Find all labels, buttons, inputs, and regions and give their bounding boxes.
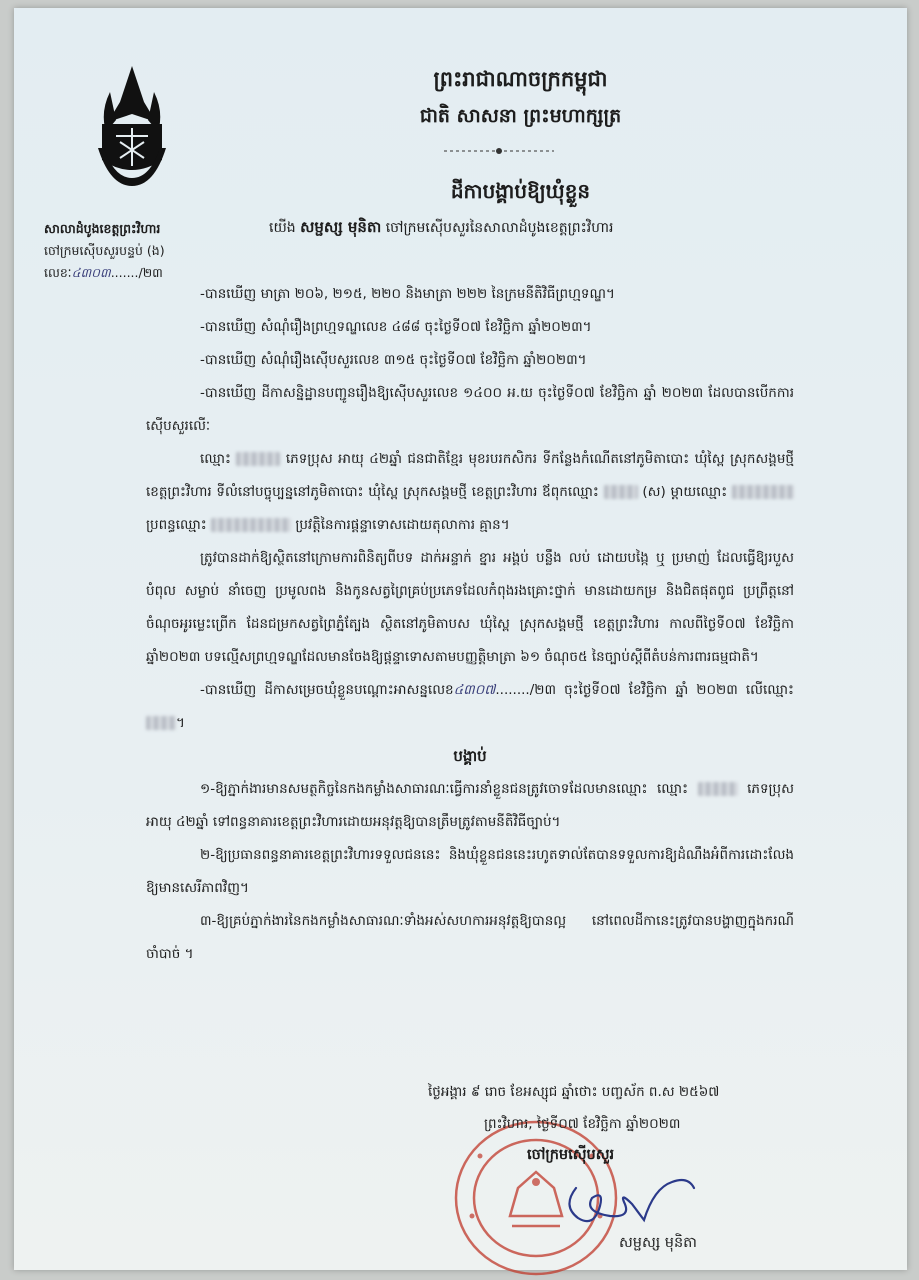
text: (ស) ម្តាយឈ្មោះ — [642, 484, 728, 500]
judge-intro — [269, 218, 613, 240]
orders-heading: បង្គាប់ — [453, 747, 487, 765]
document-title: ដីកាបង្គាប់ឱ្យឃុំខ្លួន — [450, 179, 591, 203]
ref-prefix: លេខៈ — [44, 265, 72, 280]
text: ប្រពន្ធឈ្មោះ — [146, 517, 207, 533]
order-item: ៣-ឱ្យគ្រប់ភ្នាក់ងារនៃកងកម្លាំងសាធារណៈទាំងអស់សហការអនុវត្តឱ្យបានល្អ នៅពេលដីកានេះត្រូវបានបង្ហាញក្នុងករណីចាំបាច់ ។ — [146, 913, 794, 962]
issuer-block — [44, 218, 234, 284]
kingdom-heading: ព្រះរាជាណាចក្រកម្ពុជា — [433, 67, 608, 91]
paragraph: -បានឃើញ សំណុំរឿងព្រហ្មទណ្ឌលេខ ៤៨៨ ចុះថ្ងៃទី០៧ ខែវិច្ឆិកា ឆ្នាំ២០២៣។ — [200, 319, 592, 335]
court-name: សាលាដំបូងខេត្តព្រះវិហារ — [44, 221, 161, 236]
text: ......../២៣ ចុះថ្ងៃទី០៧ ខែវិច្ឆិកា ឆ្នាំ ២០២៣ លើឈ្មោះ — [495, 682, 794, 698]
text: ១-ឱ្យភ្នាក់ងារមានសមត្ថកិច្ចនៃកងកម្លាំងសាធារណៈធ្វើការនាំខ្លួនជនត្រូវចោទដែលមានឈ្មោះ ឈ្មោះ — [200, 781, 689, 797]
handwritten-number: ៤៣០៧ — [453, 682, 496, 698]
detention-order-paragraph — [146, 674, 794, 740]
text: ឈ្មោះ — [200, 451, 231, 467]
handwritten-signature — [554, 1158, 704, 1238]
lunar-date: ថ្ងៃអង្គារ ៩ រោច ខែអស្សុជ ឆ្នាំថោះ បញ្ចស័ក ព.ស ២៥៦៧ — [428, 1084, 720, 1100]
order-item — [146, 773, 794, 839]
text: ភេទប្រុស អាយុ ៤២ឆ្នាំ ទៅពន្ធនាគារខេត្តព្រះវិហារដោយអនុវត្តឱ្យបានត្រឹមត្រូវតាមនីតិវិធីច្បាប់។ — [146, 781, 794, 830]
redacted-name — [211, 518, 291, 532]
paragraph: -បានឃើញ ដីកាសន្និដ្ឋានបញ្ជូនរឿងឱ្យស៊ើបសួរលេខ ១៤០០ អ.យ ចុះថ្ងៃទី០៧ ខែវិច្ឆិកា ឆ្នាំ ២០២៣ ដែលបានបើកការស៊ើបសួរលើៈ — [146, 385, 794, 434]
judge-name: សម្ផស្ស មុនិតា — [300, 218, 382, 236]
redacted-name — [604, 485, 638, 499]
charge-paragraph: ត្រូវបានដាក់ឱ្យស្ថិតនៅក្រោមការពិនិត្យពីបទ ដាក់អន្ទាក់ ខ្នារ អង្គប់ បន្លឹង លប់ ដោយបង្កៃ ឬ ប្រមាញ់ ដែលធ្វើឱ្យរបួស បំពុល សម្លាប់ នាំចេញ ប្រមូលពង និងកូនសត្វព្រៃគ្រប់ប្រភេទដែលកំពុងរងគ្រោះថ្នាក់ មានដោយកម្រ និងជិតផុតពូជ ប្រព្រឹត្តនៅចំណុចអូរម្លេះព្រើក ដែនជម្រកសត្វព្រៃភ្នំត្បែង ស្ថិតនៅភូមិតាបស ឃុំស្ពៃ ស្រុកសង្គមថ្មី ខេត្តព្រះវិហារ កាលពីថ្ងៃទី០៧ ខែវិច្ឆិកា ឆ្នាំ២០២៣ បទល្មើសព្រហ្មទណ្ឌដែលមានចែងឱ្យផ្តន្ទាទោសតាមបញ្ញត្តិមាត្រា ៦១ ចំណុច៥ នៃច្បាប់ស្តីពីតំបន់ការពារធម្មជាតិ។ — [146, 550, 794, 665]
document-body — [146, 278, 794, 971]
paragraph: -បានឃើញ សំណុំរឿងស៊ើបសួរលេខ ៣១៥ ចុះថ្ងៃទី០៧ ខែវិច្ឆិកា ឆ្នាំ២០២៣។ — [200, 352, 587, 368]
text: ។ — [176, 715, 185, 731]
ref-handwritten: ៤៣០៣ — [71, 265, 111, 280]
text: -បានឃើញ ដីកាសម្រេចឃុំខ្លួនបណ្តោះអាសន្នលេខ — [200, 682, 454, 698]
signer-name: សម្ផស្ស មុនិតា — [619, 1235, 697, 1251]
redacted-name — [146, 716, 176, 730]
text: ភេទប្រុស អាយុ ៤២ឆ្នាំ ជនជាតិខ្មែរ មុខរបរកសិករ ទីកន្លែងកំណើតនៅភូមិតាបោះ ឃុំស្ពៃ ស្រុកសង្គមថ្មី ខេត្តព្រះវិហារ ទីលំនៅបច្ចុប្បន្ននៅភូមិតាបោះ ឃុំស្ពៃ ស្រុកសង្គមថ្មី ខេត្តព្រះវិហារ ឪពុកឈ្មោះ — [146, 451, 794, 500]
text: ប្រវត្តិនៃការផ្តន្ទាទោសដោយតុលាការ គ្មាន។ — [295, 517, 510, 533]
ref-suffix: ......./២៣ — [110, 265, 163, 280]
solar-date: ព្រះវិហារ, ថ្ងៃទី០៧ ខែវិច្ឆិកា ឆ្នាំ២០២៣ — [484, 1116, 681, 1132]
signer-title: ចៅក្រមស៊ើបសួរ — [527, 1147, 615, 1163]
national-motto: ជាតិ សាសនា ព្រះមហាក្សត្រ — [419, 105, 622, 127]
order-item: ២-ឱ្យប្រធានពន្ធនាគារខេត្តព្រះវិហារទទួលជននេះ និងឃុំខ្លួនជននេះរហូតទាល់តែបានទទួលការឱ្យដំណឹងអំពីការដោះលែងឱ្យមានសេរីភាពវិញ។ — [146, 847, 794, 896]
judge-role: ចៅក្រមស៊ើបសួរនៃសាលាដំបូងខេត្តព្រះវិហារ — [385, 220, 614, 236]
redacted-name — [236, 452, 280, 466]
redacted-name — [698, 782, 738, 796]
document-page — [14, 8, 907, 1270]
redacted-name — [732, 485, 794, 499]
chamber-name: ចៅក្រមស៊ើបសួរបន្ទប់ (ង) — [44, 243, 165, 258]
divider-ornament — [444, 146, 554, 156]
suspect-paragraph — [146, 443, 794, 542]
intro-we: យើង — [269, 220, 296, 236]
paragraph: -បានឃើញ មាត្រា ២០៦, ២១៥, ២២០ និងមាត្រា ២២២ នៃក្រមនីតិវិធីព្រហ្មទណ្ឌ។ — [200, 286, 615, 302]
